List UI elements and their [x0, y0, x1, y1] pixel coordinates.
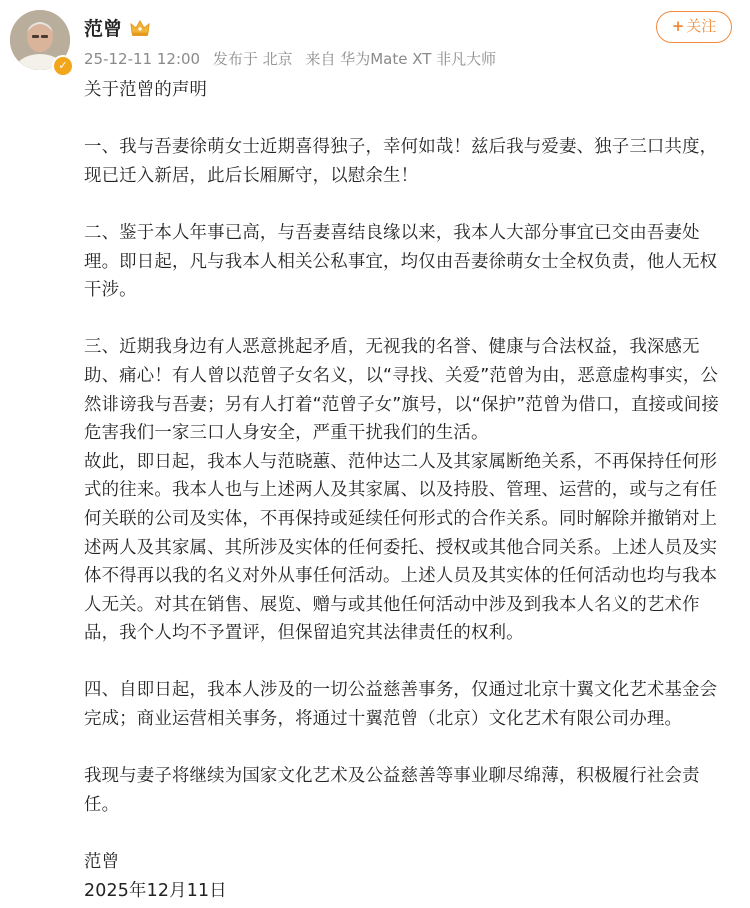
post-source: 来自 华为Mate XT 非凡大师 [305, 50, 497, 68]
plus-icon: + [671, 17, 685, 35]
crown-icon [129, 17, 151, 39]
paragraph-1: 一、我与吾妻徐萌女士近期喜得独子，幸何如哉！兹后我与爱妻、独子三口共度，现已迁入新居，此后长厢厮守，以慰余生！ [84, 137, 718, 186]
follow-button[interactable] [656, 11, 732, 43]
paragraph-3: 三、近期我身边有人恶意挑起矛盾，无视我的名誉、健康与合法权益，我深感无助、痛心！有人曾以范曾子女名义，以“寻找、关爱”范曾为由，恶意虚构事实，公然诽谤我与吾妻；另有人打着“范曾子女”旗号，以“保护”范曾为借口，直接或间接危害我们一家三口人身安全，严重干扰我们的生活。 [84, 337, 719, 444]
post-location: 发布于 北京 [212, 50, 293, 68]
post-meta [84, 48, 504, 69]
signature: 范曾 [84, 852, 120, 873]
author-name[interactable]: 范曾 [84, 18, 123, 40]
verified-badge-icon: ✓ [52, 55, 74, 77]
post-timestamp[interactable]: 25-12-11 12:00 [84, 50, 201, 68]
paragraph-2: 二、鉴于本人年事已高，与吾妻喜结良缘以来，我本人大部分事宜已交由吾妻处理。即日起，凡与我本人相关公私事宜，均仅由吾妻徐萌女士全权负责，他人无权干涉。 [84, 222, 718, 301]
paragraph-4: 故此，即日起，我本人与范晓蕙、范仲达二人及其家属断绝关系，不再保持任何形式的往来。我本人也与上述两人及其家属、以及持股、管理、运营的，或与之有任何关联的公司及实体，不再保持或延续任何形式的合作关系。同时解除并撤销对上述两人及其家属、其所涉及实体的任何委托、授权或其他合同关系。上述人员及实体不得再以我的名义对外从事任何活动。上述人员及其实体的任何活动也均与我本人无关。对其在销售、展览、赠与或其他任何活动中涉及到我本人名义的艺术作品，我个人均不予置评，但保留追究其法律责任的权利。 [84, 451, 718, 644]
paragraph-6: 我现与妻子将继续为国家文化艺术及公益慈善等事业聊尽绵薄，积极履行社会责任。 [84, 766, 700, 815]
follow-button-label: 关注 [686, 17, 717, 35]
post-date: 2025年12月11日 [84, 880, 227, 901]
post-content [84, 76, 724, 905]
post-title: 关于范曾的声明 [84, 80, 208, 100]
paragraph-5: 四、自即日起，我本人涉及的一切公益慈善事务，仅通过北京十翼文化艺术基金会完成；商业运营相关事务，将通过十翼范曾（北京）文化艺术有限公司办理。 [84, 680, 718, 730]
